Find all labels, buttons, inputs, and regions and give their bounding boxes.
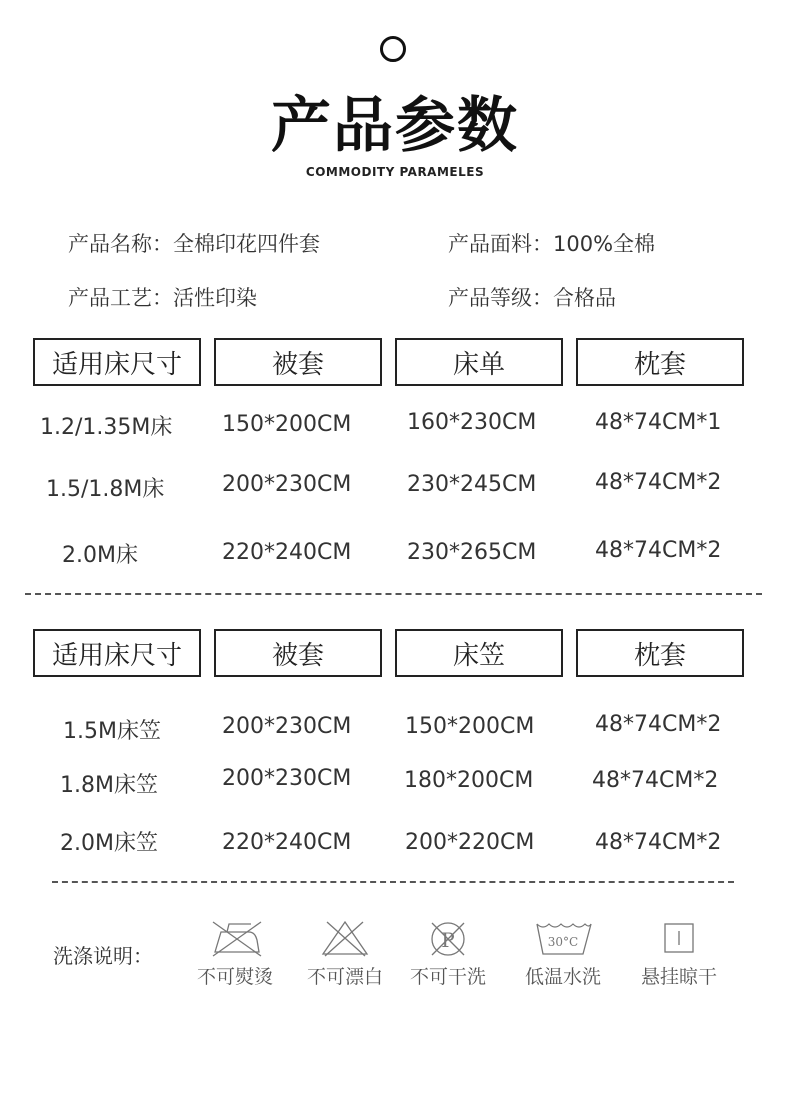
table1-header-size: 适用床尺寸 bbox=[33, 338, 201, 386]
info-fabric: 产品面料：100%全棉 bbox=[448, 232, 656, 256]
table-cell: 200*230CM bbox=[222, 472, 352, 497]
table-cell: 48*74CM*2 bbox=[592, 768, 719, 793]
table-cell: 1.5/1.8M床 bbox=[46, 477, 165, 502]
no-bleach-icon bbox=[315, 918, 375, 958]
table1-header-sheet: 床单 bbox=[395, 338, 563, 386]
table-cell: 48*74CM*2 bbox=[595, 538, 722, 563]
table-cell: 220*240CM bbox=[222, 540, 352, 565]
table-cell: 220*240CM bbox=[222, 830, 352, 855]
no-dry-clean-icon bbox=[418, 918, 478, 958]
table-cell: 2.0M床笠 bbox=[60, 831, 158, 856]
hang-dry-icon bbox=[649, 918, 709, 958]
info-grade: 产品等级：合格品 bbox=[448, 286, 616, 310]
table-cell: 48*74CM*1 bbox=[595, 410, 722, 435]
table2-header-size: 适用床尺寸 bbox=[33, 629, 201, 677]
table-cell: 150*200CM bbox=[222, 412, 352, 437]
table-cell: 1.5M床笠 bbox=[63, 719, 161, 744]
table2-header-pillow: 枕套 bbox=[576, 629, 744, 677]
table-cell: 180*200CM bbox=[404, 768, 534, 793]
circle-icon bbox=[380, 36, 406, 62]
table-cell: 48*74CM*2 bbox=[595, 830, 722, 855]
wash-30-icon bbox=[531, 918, 595, 958]
care-item-label: 不可熨烫 bbox=[196, 966, 273, 988]
table2-header-fitted: 床笠 bbox=[395, 629, 563, 677]
table-cell: 160*230CM bbox=[407, 410, 537, 435]
table-cell: 200*230CM bbox=[222, 714, 352, 739]
table-cell: 150*200CM bbox=[405, 714, 535, 739]
table-cell: 1.2/1.35M床 bbox=[40, 415, 173, 440]
table1-header-pillow: 枕套 bbox=[576, 338, 744, 386]
care-item-hang-dry bbox=[629, 918, 729, 989]
care-item-label: 不可干洗 bbox=[409, 966, 486, 988]
care-item-wash-30 bbox=[513, 918, 613, 989]
table2-header-duvet: 被套 bbox=[214, 629, 382, 677]
no-iron-icon bbox=[205, 918, 265, 958]
page-title: 产品参数 bbox=[271, 91, 519, 161]
info-craft: 产品工艺：活性印染 bbox=[68, 286, 257, 310]
care-item-no-iron bbox=[185, 918, 285, 989]
page-subtitle: COMMODITY PARAMELES bbox=[305, 165, 485, 179]
table-cell: 230*265CM bbox=[407, 540, 537, 565]
wash-temp: 30°C bbox=[547, 935, 579, 949]
info-name: 产品名称：全棉印花四件套 bbox=[68, 232, 320, 256]
table-cell: 230*245CM bbox=[407, 472, 537, 497]
care-item-label: 低温水洗 bbox=[524, 966, 601, 988]
table-cell: 200*220CM bbox=[405, 830, 535, 855]
table-cell: 200*230CM bbox=[222, 766, 352, 791]
table-cell: 2.0M床 bbox=[62, 543, 138, 568]
care-item-no-bleach bbox=[295, 918, 395, 989]
table1-header-duvet: 被套 bbox=[214, 338, 382, 386]
care-item-label: 悬挂晾干 bbox=[640, 966, 717, 988]
table-cell: 48*74CM*2 bbox=[595, 470, 722, 495]
care-label: 洗涤说明： bbox=[53, 944, 153, 968]
table-cell: 48*74CM*2 bbox=[595, 712, 722, 737]
svg-text:P: P bbox=[441, 928, 455, 952]
divider bbox=[52, 881, 734, 883]
divider bbox=[25, 593, 762, 595]
care-item-label: 不可漂白 bbox=[306, 966, 383, 988]
table-cell: 1.8M床笠 bbox=[60, 773, 158, 798]
care-item-no-dry-clean bbox=[398, 918, 498, 989]
